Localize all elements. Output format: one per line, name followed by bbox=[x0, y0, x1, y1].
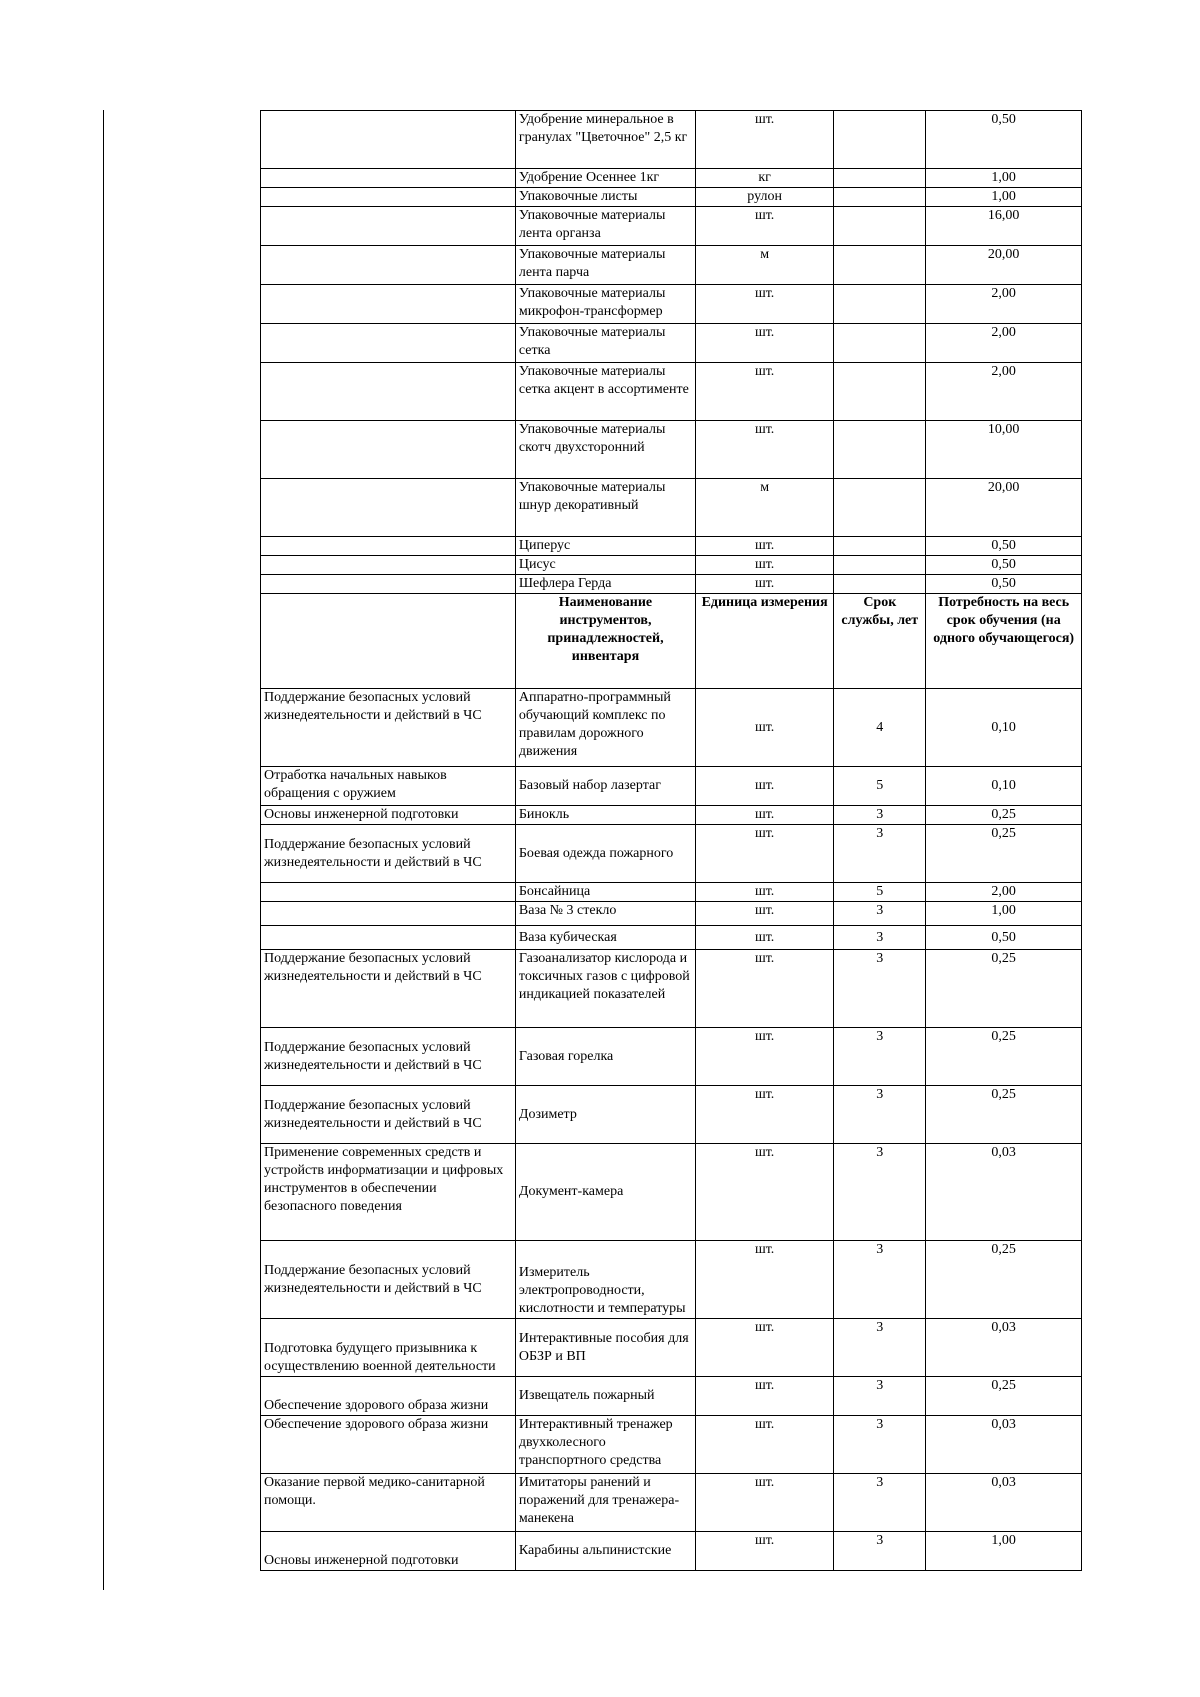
tool-row bbox=[261, 689, 1082, 767]
unit-cell: шт. bbox=[696, 1144, 834, 1241]
section-cell bbox=[261, 246, 516, 285]
service-life-cell: 3 bbox=[834, 1319, 926, 1377]
unit-cell: шт. bbox=[696, 575, 834, 594]
equipment-table-body bbox=[261, 111, 1082, 1571]
need-cell: 0,03 bbox=[926, 1416, 1082, 1474]
tool-row bbox=[261, 825, 1082, 883]
service-life-cell bbox=[834, 537, 926, 556]
item-name-cell: Бинокль bbox=[515, 806, 695, 825]
need-cell: 0,10 bbox=[926, 689, 1082, 767]
need-cell: 0,50 bbox=[926, 556, 1082, 575]
need-cell: 0,25 bbox=[926, 1377, 1082, 1416]
header-unit-cell: Единица измерения bbox=[696, 594, 834, 689]
need-cell: 20,00 bbox=[926, 479, 1082, 537]
service-life-cell bbox=[834, 285, 926, 324]
unit-cell: шт. bbox=[696, 421, 834, 479]
service-life-cell: 3 bbox=[834, 1532, 926, 1571]
tool-row bbox=[261, 883, 1082, 902]
item-name-cell: Ваза кубическая bbox=[515, 926, 695, 950]
unit-cell: шт. bbox=[696, 285, 834, 324]
service-life-cell: 3 bbox=[834, 1416, 926, 1474]
service-life-cell bbox=[834, 169, 926, 188]
service-life-cell: 5 bbox=[834, 767, 926, 806]
unit-cell: шт. bbox=[696, 1319, 834, 1377]
unit-cell: шт. bbox=[696, 1377, 834, 1416]
unit-cell: шт. bbox=[696, 883, 834, 902]
service-life-cell: 3 bbox=[834, 1144, 926, 1241]
section-cell bbox=[261, 363, 516, 421]
service-life-cell bbox=[834, 556, 926, 575]
section-cell bbox=[261, 111, 516, 169]
unit-cell: шт. bbox=[696, 926, 834, 950]
unit-cell: шт. bbox=[696, 207, 834, 246]
material-row bbox=[261, 207, 1082, 246]
section-cell: Основы инженерной подготовки bbox=[261, 1532, 516, 1571]
item-name-cell: Бонсайница bbox=[515, 883, 695, 902]
item-name-cell: Шефлера Герда bbox=[515, 575, 695, 594]
tool-row bbox=[261, 1319, 1082, 1377]
service-life-cell: 3 bbox=[834, 1028, 926, 1086]
unit-cell: шт. bbox=[696, 767, 834, 806]
item-name-cell: Упаковочные материалы скотч двухсторонний bbox=[515, 421, 695, 479]
material-row bbox=[261, 285, 1082, 324]
service-life-cell bbox=[834, 188, 926, 207]
unit-cell: шт. bbox=[696, 950, 834, 1028]
section-cell bbox=[261, 421, 516, 479]
service-life-cell: 3 bbox=[834, 926, 926, 950]
section-cell: Основы инженерной подготовки bbox=[261, 806, 516, 825]
service-life-cell bbox=[834, 479, 926, 537]
need-cell: 0,50 bbox=[926, 926, 1082, 950]
unit-cell: шт. bbox=[696, 902, 834, 926]
unit-cell: кг bbox=[696, 169, 834, 188]
need-cell: 2,00 bbox=[926, 324, 1082, 363]
section-cell: Подготовка будущего призывника к осуществлению военной деятельности bbox=[261, 1319, 516, 1377]
service-life-cell: 3 bbox=[834, 1377, 926, 1416]
service-life-cell bbox=[834, 421, 926, 479]
need-cell: 1,00 bbox=[926, 169, 1082, 188]
item-name-cell: Удобрение минеральное в гранулах "Цветочное" 2,5 кг bbox=[515, 111, 695, 169]
tool-row bbox=[261, 1241, 1082, 1319]
need-cell: 0,25 bbox=[926, 806, 1082, 825]
need-cell: 1,00 bbox=[926, 1532, 1082, 1571]
section-cell: Поддержание безопасных условий жизнедеятельности и действий в ЧС bbox=[261, 825, 516, 883]
material-row bbox=[261, 479, 1082, 537]
unit-cell: шт. bbox=[696, 556, 834, 575]
item-name-cell: Интерактивный тренажер двухколесного транспортного средства bbox=[515, 1416, 695, 1474]
unit-cell: шт. bbox=[696, 1474, 834, 1532]
section-cell: Обеспечение здорового образа жизни bbox=[261, 1416, 516, 1474]
material-row bbox=[261, 324, 1082, 363]
unit-cell: шт. bbox=[696, 1028, 834, 1086]
service-life-cell: 3 bbox=[834, 825, 926, 883]
material-row bbox=[261, 169, 1082, 188]
need-cell: 0,25 bbox=[926, 825, 1082, 883]
unit-cell: шт. bbox=[696, 111, 834, 169]
tool-row bbox=[261, 926, 1082, 950]
tool-row bbox=[261, 767, 1082, 806]
section-cell bbox=[261, 883, 516, 902]
unit-cell: шт. bbox=[696, 1532, 834, 1571]
material-row bbox=[261, 246, 1082, 285]
item-name-cell: Дозиметр bbox=[515, 1086, 695, 1144]
section-cell: Поддержание безопасных условий жизнедеятельности и действий в ЧС bbox=[261, 1086, 516, 1144]
service-life-cell bbox=[834, 324, 926, 363]
item-name-cell: Упаковочные материалы микрофон-трансформер bbox=[515, 285, 695, 324]
item-name-cell: Газовая горелка bbox=[515, 1028, 695, 1086]
section-cell bbox=[261, 926, 516, 950]
item-name-cell: Упаковочные материалы шнур декоративный bbox=[515, 479, 695, 537]
item-name-cell: Упаковочные материалы лента органза bbox=[515, 207, 695, 246]
need-cell: 0,10 bbox=[926, 767, 1082, 806]
need-cell: 2,00 bbox=[926, 285, 1082, 324]
material-row bbox=[261, 363, 1082, 421]
tool-row bbox=[261, 1086, 1082, 1144]
item-name-cell: Упаковочные листы bbox=[515, 188, 695, 207]
need-cell: 0,03 bbox=[926, 1144, 1082, 1241]
tool-row bbox=[261, 806, 1082, 825]
item-name-cell: Удобрение Осеннее 1кг bbox=[515, 169, 695, 188]
item-name-cell: Интерактивные пособия для ОБЗР и ВП bbox=[515, 1319, 695, 1377]
item-name-cell: Циперус bbox=[515, 537, 695, 556]
item-name-cell: Карабины альпинистские bbox=[515, 1532, 695, 1571]
material-row bbox=[261, 111, 1082, 169]
item-name-cell: Боевая одежда пожарного bbox=[515, 825, 695, 883]
service-life-cell: 3 bbox=[834, 950, 926, 1028]
tool-row bbox=[261, 1144, 1082, 1241]
need-cell: 2,00 bbox=[926, 883, 1082, 902]
header-name-cell: Наименование инструментов, принадлежностей, инвентаря bbox=[515, 594, 695, 689]
need-cell: 0,03 bbox=[926, 1319, 1082, 1377]
section-cell bbox=[261, 169, 516, 188]
need-cell: 0,50 bbox=[926, 575, 1082, 594]
header-life-cell: Срок службы, лет bbox=[834, 594, 926, 689]
unit-cell: рулон bbox=[696, 188, 834, 207]
section-cell bbox=[261, 188, 516, 207]
need-cell: 0,25 bbox=[926, 950, 1082, 1028]
unit-cell: шт. bbox=[696, 825, 834, 883]
service-life-cell: 3 bbox=[834, 1241, 926, 1319]
material-row bbox=[261, 188, 1082, 207]
need-cell: 2,00 bbox=[926, 363, 1082, 421]
material-row bbox=[261, 421, 1082, 479]
material-row bbox=[261, 556, 1082, 575]
unit-cell: шт. bbox=[696, 1241, 834, 1319]
equipment-table bbox=[260, 110, 1082, 1571]
service-life-cell bbox=[834, 363, 926, 421]
need-cell: 0,50 bbox=[926, 537, 1082, 556]
section-cell bbox=[261, 324, 516, 363]
item-name-cell: Извещатель пожарный bbox=[515, 1377, 695, 1416]
item-name-cell: Ваза № 3 стекло bbox=[515, 902, 695, 926]
service-life-cell: 3 bbox=[834, 902, 926, 926]
material-row bbox=[261, 537, 1082, 556]
tools-header-row bbox=[261, 594, 1082, 689]
service-life-cell: 4 bbox=[834, 689, 926, 767]
tool-row bbox=[261, 1377, 1082, 1416]
section-cell: Отработка начальных навыков обращения с оружием bbox=[261, 767, 516, 806]
unit-cell: шт. bbox=[696, 689, 834, 767]
unit-cell: м bbox=[696, 246, 834, 285]
section-cell: Применение современных средств и устройств информатизации и цифровых инструментов в обеспечении безопасного поведения bbox=[261, 1144, 516, 1241]
tool-row bbox=[261, 1474, 1082, 1532]
section-cell bbox=[261, 479, 516, 537]
service-life-cell: 3 bbox=[834, 1086, 926, 1144]
item-name-cell: Документ-камера bbox=[515, 1144, 695, 1241]
section-cell bbox=[261, 575, 516, 594]
item-name-cell: Цисус bbox=[515, 556, 695, 575]
need-cell: 1,00 bbox=[926, 902, 1082, 926]
item-name-cell: Базовый набор лазертаг bbox=[515, 767, 695, 806]
need-cell: 0,25 bbox=[926, 1086, 1082, 1144]
service-life-cell bbox=[834, 575, 926, 594]
tool-row bbox=[261, 950, 1082, 1028]
item-name-cell: Газоанализатор кислорода и токсичных газов с цифровой индикацией показателей bbox=[515, 950, 695, 1028]
section-cell: Поддержание безопасных условий жизнедеятельности и действий в ЧС bbox=[261, 1028, 516, 1086]
section-cell bbox=[261, 285, 516, 324]
need-cell: 10,00 bbox=[926, 421, 1082, 479]
service-life-cell: 3 bbox=[834, 806, 926, 825]
service-life-cell: 3 bbox=[834, 1474, 926, 1532]
item-name-cell: Упаковочные материалы сетка bbox=[515, 324, 695, 363]
unit-cell: м bbox=[696, 479, 834, 537]
section-header-cell bbox=[261, 594, 516, 689]
item-name-cell: Имитаторы ранений и поражений для тренажера-манекена bbox=[515, 1474, 695, 1532]
need-cell: 1,00 bbox=[926, 188, 1082, 207]
service-life-cell bbox=[834, 246, 926, 285]
item-name-cell: Измеритель электропроводности, кислотности и температуры bbox=[515, 1241, 695, 1319]
need-cell: 0,50 bbox=[926, 111, 1082, 169]
header-need-cell: Потребность на весь срок обучения (на одного обучающегося) bbox=[926, 594, 1082, 689]
section-cell bbox=[261, 556, 516, 575]
section-cell bbox=[261, 902, 516, 926]
unit-cell: шт. bbox=[696, 324, 834, 363]
service-life-cell bbox=[834, 111, 926, 169]
tool-row bbox=[261, 1028, 1082, 1086]
section-cell bbox=[261, 207, 516, 246]
need-cell: 20,00 bbox=[926, 246, 1082, 285]
need-cell: 0,03 bbox=[926, 1474, 1082, 1532]
page-margin-line bbox=[103, 110, 104, 1590]
section-cell: Оказание первой медико-санитарной помощи. bbox=[261, 1474, 516, 1532]
section-cell: Обеспечение здорового образа жизни bbox=[261, 1377, 516, 1416]
unit-cell: шт. bbox=[696, 537, 834, 556]
unit-cell: шт. bbox=[696, 1086, 834, 1144]
need-cell: 0,25 bbox=[926, 1028, 1082, 1086]
service-life-cell: 5 bbox=[834, 883, 926, 902]
item-name-cell: Упаковочные материалы сетка акцент в ассортименте bbox=[515, 363, 695, 421]
service-life-cell bbox=[834, 207, 926, 246]
need-cell: 16,00 bbox=[926, 207, 1082, 246]
material-row bbox=[261, 575, 1082, 594]
section-cell: Поддержание безопасных условий жизнедеятельности и действий в ЧС bbox=[261, 689, 516, 767]
section-cell: Поддержание безопасных условий жизнедеятельности и действий в ЧС bbox=[261, 1241, 516, 1319]
tool-row bbox=[261, 1416, 1082, 1474]
unit-cell: шт. bbox=[696, 363, 834, 421]
unit-cell: шт. bbox=[696, 806, 834, 825]
unit-cell: шт. bbox=[696, 1416, 834, 1474]
tool-row bbox=[261, 902, 1082, 926]
need-cell: 0,25 bbox=[926, 1241, 1082, 1319]
section-cell: Поддержание безопасных условий жизнедеятельности и действий в ЧС bbox=[261, 950, 516, 1028]
section-cell bbox=[261, 537, 516, 556]
tool-row bbox=[261, 1532, 1082, 1571]
item-name-cell: Аппаратно-программный обучающий комплекс по правилам дорожного движения bbox=[515, 689, 695, 767]
item-name-cell: Упаковочные материалы лента парча bbox=[515, 246, 695, 285]
